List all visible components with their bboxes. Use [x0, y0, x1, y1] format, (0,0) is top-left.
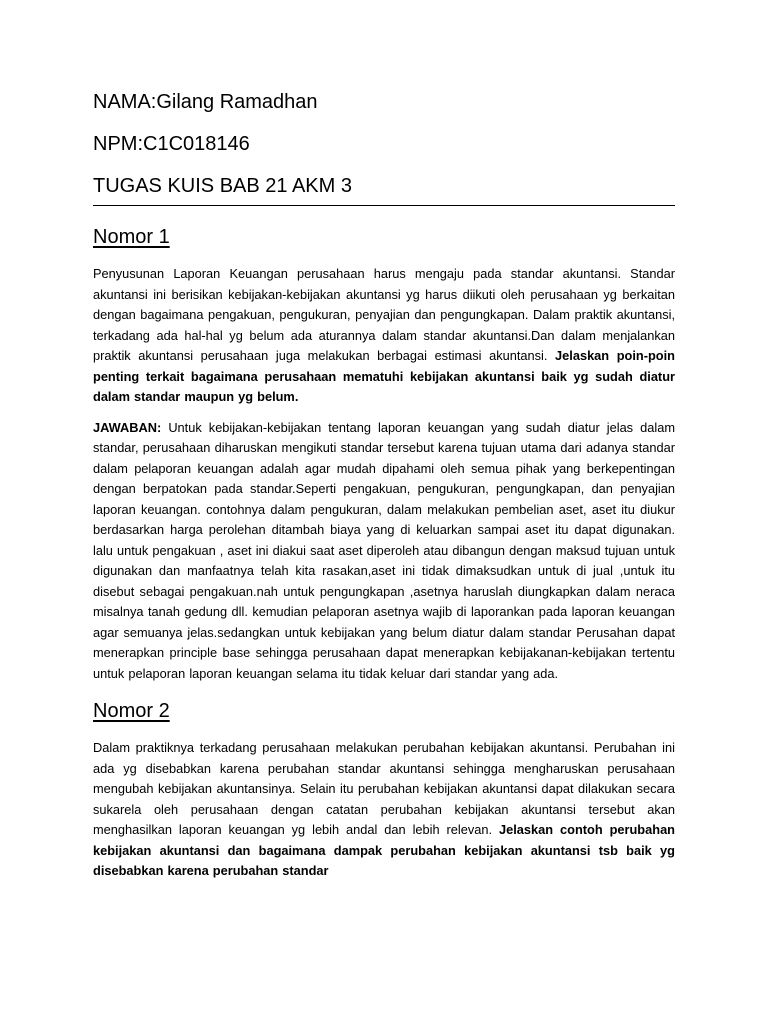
question-2-text: Dalam praktiknya terkadang perusahaan melakukan perubahan kebijakan akuntansi. Perubahan ini ada yg disebabkan karena perubahan standar akuntansi sehingga mengharuskan perusahaan mengubah kebijakan akuntansinya. Selain itu perubahan kebijakan akuntansi dapat dilakukan secara sukarela oleh perusahaan dengan catatan perubahan kebijakan akuntansi tersebut akan menghasilkan laporan keuangan yg lebih andal dan lebih relevan.	[93, 740, 675, 837]
question-2-paragraph	[93, 738, 675, 882]
student-npm: NPM:C1C018146	[93, 133, 250, 155]
document-page	[93, 86, 675, 882]
student-name: NAMA:Gilang Ramadhan	[93, 91, 318, 113]
answer-label: JAWABAN:	[93, 419, 162, 435]
assignment-title: TUGAS KUIS BAB 21 AKM 3	[93, 175, 352, 197]
answer-1-text: Untuk kebijakan-kebijakan tentang laporan keuangan yang sudah diatur jelas dalam standar, perusahaan diharuskan mengikuti standar tersebut karena tujuan utama dari adanya standar dalam pelaporan keuangan adalah agar mudah dipahami oleh semua pihak yang berkepentingan dengan berpatokan pada standar.Seperti pengakuan, pengukuran, pengungkapan, dan penyajian laporan keuangan. contohnya dalam pengukuran, dalam melakukan pembelian aset, aset itu diukur berdasarkan harga perolehan ditambah biaya yang di keluarkan sampai aset itu dapat digunakan. lalu untuk pengakuan , aset ini diakui saat aset diperoleh atau dibangun dengan maksud tujuan untuk digunakan dan manfaatnya telah kita rasakan,aset ini tidak dimaksudkan untuk di jual ,untuk itu disebut sebagai pengakuan.nah untuk pengungkapan ,asetnya haruslah diungkapkan dalam neraca misalnya tanah gedung dll. kemudian pelaporan asetnya wajib di laporankan pada laporan keuangan agar semuanya jelas.sedangkan untuk kebijakan yang belum diatur dalam standar Perusahan dapat menerapkan principle base sehingga perusahaan dapat menerapkan kebijakanan-kebijakan tertentu untuk pelaporan laporan keuangan selama itu tidak keluar dari standar yang ada.	[93, 419, 675, 681]
question-1-text: Penyusunan Laporan Keuangan perusahaan harus mengaju pada standar akuntansi. Standar akuntansi ini berisikan kebijakan-kebijakan akuntansi yg harus diikuti oleh perusahaan yg berkaitan dengan bagaimana pengakuan, pengukuran, penyajian dan pengungkapan. Dalam praktik akuntansi, terkadang ada hal-hal yg belum ada aturannya dalam standar akuntansi.Dan dalam menjalankan praktik akuntansi perusahaan juga melakukan berbagai estimasi akuntansi.	[93, 266, 675, 363]
question-2-bold-text: Jelaskan contoh perubahan kebijakan akuntansi dan bagaimana dampak perubahan kebijakan akuntansi tsb baik yg disebabkan karena perubahan standar	[93, 822, 675, 878]
header-divider	[93, 205, 675, 206]
question-1-bold-text: Jelaskan poin-poin penting terkait bagaimana perusahaan mematuhi kebijakan akuntansi baik yg sudah diatur dalam standar maupun yg belum.	[93, 348, 675, 404]
question-1-paragraph	[93, 264, 675, 408]
section-heading-nomor-2: Nomor 2	[93, 700, 170, 722]
section-heading-nomor-1: Nomor 1	[93, 226, 170, 248]
answer-1-paragraph	[93, 418, 675, 685]
